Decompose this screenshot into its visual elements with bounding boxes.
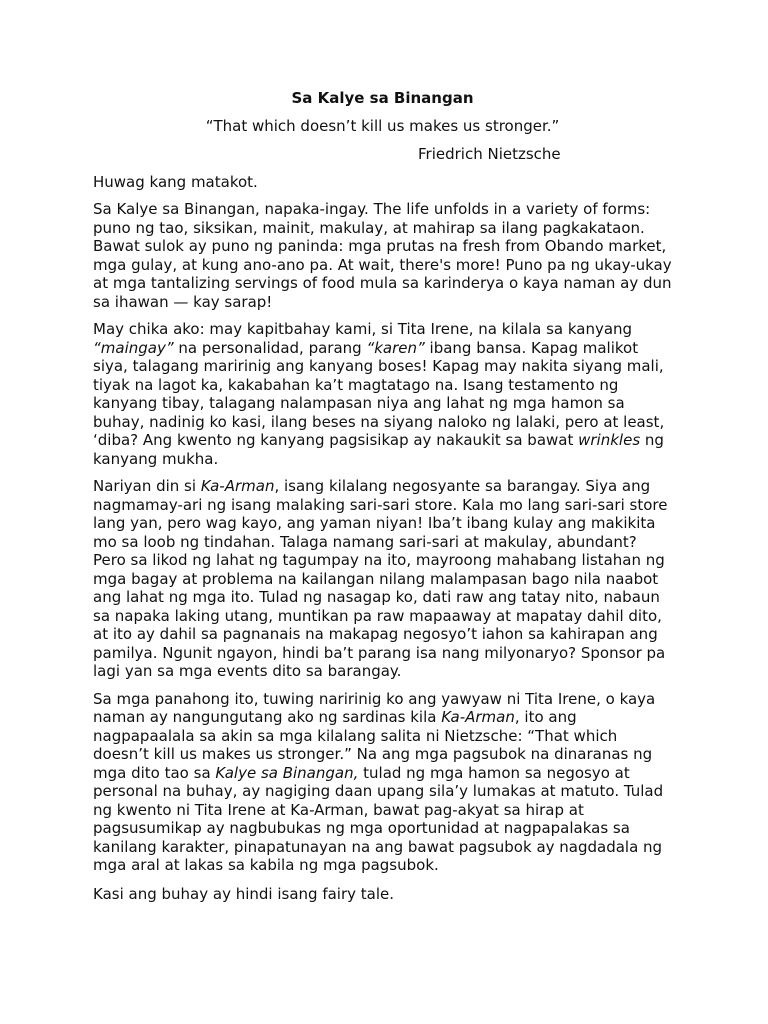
text-run: ibang bansa. Kapag malikot siya, talagang maririnig ang kanyang boses! Kapag may nakita siyang mali, tiyak na lagot ka, kakabahan ka’t magtatago na. Isang testamento ng kanyang tibay, talagang nalampasan niya ang lahat ng mga hamon sa buhay, nadinig ko kasi, ilang beses na siyang naloko ng lalaki, pero at least, ‘diba? Ang kwento ng kanyang pagsisikap ay nakaukit sa bawat: [93, 338, 665, 449]
text-run: Nariyan din si: [93, 477, 201, 495]
italic-run: “karen”: [366, 338, 425, 357]
italic-run: Ka-Arman: [441, 708, 515, 726]
paragraph: [93, 477, 672, 681]
paragraph: [93, 320, 672, 468]
text-run: , ito ang nagpapaalala sa akin sa mga kilalang salita ni Nietzsche: “That which doesn’t kill us makes us stronger.” Na ang mga pagsubok na dinaranas ng mga dito tao sa: [93, 708, 653, 782]
italic-run: Kalye sa Binangan,: [215, 763, 359, 782]
text-run: ng kanyang mukha.: [93, 431, 664, 468]
text-run: Sa mga panahong ito, tuwing naririnig ko ang yawyaw ni Tita Irene, o kaya naman ay nangungutang ako ng sardinas kila: [93, 689, 656, 726]
document-title: Sa Kalye sa Binangan: [291, 89, 474, 107]
body-text: [93, 172, 672, 904]
text-run: May chika ako: may kapitbahay kami, si Tita Irene, na kilala sa kanyang: [93, 320, 633, 338]
text-run: , isang kilalang negosyante sa barangay. Siya ang nagmamay-ari ng isang malaking sari-sari store. Kala mo lang sari-sari store lang yan, pero wag kayo, ang yaman niyan! Iba’t ibang kulay ang makikita mo sa loob ng tindahan. Talaga namang sari-sari at makulay, abundant? Pero sa likod ng lahat ng tagumpay na ito, mayroong mahabang listahan ng mga bagay at problema na kailangan nilang malampasan bago nila naabot ang lahat ng mga ito. Tulad ng nasagap ko, dati raw ang tatay nito, nabaun sa napaka laking utang, muntikan pa raw mapaaway at mapatay dahil dito, at ito ay dahil sa pagnanais na makapag negosyo’t iahon sa kahirapan ang pamilya. Ngunit ngayon, hindi ba’t parang isa nang milyonaryo? Sponsor pa lagi yan sa mga events dito sa barangay.: [93, 477, 668, 680]
text-run: tulad ng mga hamon sa negosyo at personal na buhay, ay nagiging daan upang sila’y lumakas at matuto. Tulad ng kwento ni Tita Irene at Ka-Arman, bawat pag-akyat sa hirap at pagsusumikap ay nagbubukas ng mga oportunidad at nagpapalakas sa kanilang karakter, pinapatunayan na ang bawat pagsubok ay nagdadala ng mga aral at lakas sa kabila ng mga pagsubok.: [93, 763, 664, 874]
paragraph: [93, 884, 672, 904]
italic-run: “maingay”: [93, 338, 174, 357]
paragraph: [93, 172, 672, 192]
paragraph: [93, 690, 672, 875]
epigraph-author: Friedrich Nietzsche: [418, 145, 561, 163]
text-run: Sa Kalye sa Binangan, napaka-ingay. The life unfolds in a variety of forms: puno ng tao, siksikan, mainit, makulay, at mahirap sa ilang pagkakataon. Bawat sulok ay puno ng paninda: mga prutas na fresh from Obando market, mga gulay, at kung ano-ano pa. At wait, there's more! Puno pa ng ukay-ukay at mga tantalizing servings of food mula sa karinderya o kaya naman ay dun sa ihawan — kay sarap!: [93, 200, 672, 311]
italic-run: wrinkles: [578, 431, 641, 449]
text-run: Kasi ang buhay ay hindi isang fairy tale.: [93, 884, 395, 903]
italic-run: Ka-Arman: [200, 477, 275, 495]
text-run: Huwag kang matakot.: [93, 173, 258, 191]
text-run: na personalidad, parang: [173, 338, 367, 357]
epigraph-quote: “That which doesn’t kill us makes us stronger.”: [205, 117, 560, 135]
paragraph: [93, 200, 672, 311]
